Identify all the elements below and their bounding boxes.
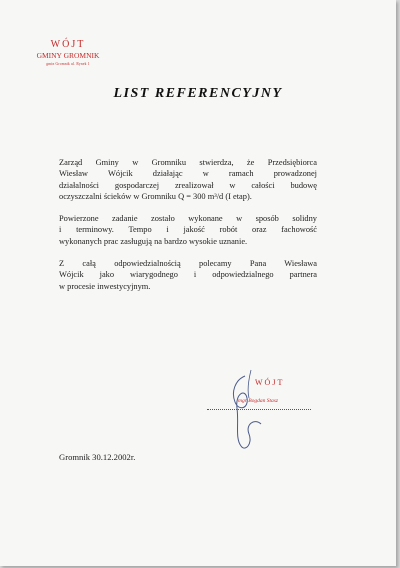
text-line: Z całą odpowiedzialnością polecamy Pana Wiesława [59,259,317,269]
signature-block [205,368,315,458]
stamp-line-3: gmin Gromnik ul. Rynek 1 [46,61,90,66]
paragraph-3 [59,258,317,292]
paragraph-2 [59,213,317,247]
place-and-date: Gromnik 30.12.2002r. [59,452,136,462]
text-line: Wójcik jako wiarygodnego i odpowiedzialnego partnera [59,270,317,280]
signature-stamp-title: WÓJT [255,378,285,387]
text-line: w procesie inwestycyjnym. [59,281,151,291]
text-line: Zarząd Gminy w Gromniku stwierdza, że Przedsiębiorca [59,158,317,167]
text-line: i terminowy. Tempo i jakość robót oraz fachowość [59,225,317,235]
paragraph-1 [59,157,317,202]
text-line: Powierzone zadanie zostało wykonane w sposób solidny [59,214,317,224]
stamp-line-1: WÓJT [50,39,86,50]
signatory-name: mgr Bogdan Stasz [238,398,279,404]
text-line: działalności gospodarczej zrealizował w całości budowę [59,180,317,190]
stamp-line-2: GMINY GROMNIK [36,51,100,60]
text-line: wykonanych prac zasługują na bardzo wysokie uznanie. [59,236,248,246]
office-stamp [22,40,114,66]
signature-line [207,409,311,410]
text-line: Wiesław Wójcik działając w ramach prowadzonej [59,169,317,179]
letter-body [59,157,317,303]
text-line: oczyszczalni ścieków w Gromniku Q = 300 m³/d (I etap). [59,191,252,201]
document-title: LIST REFERENCYJNY [113,86,283,101]
